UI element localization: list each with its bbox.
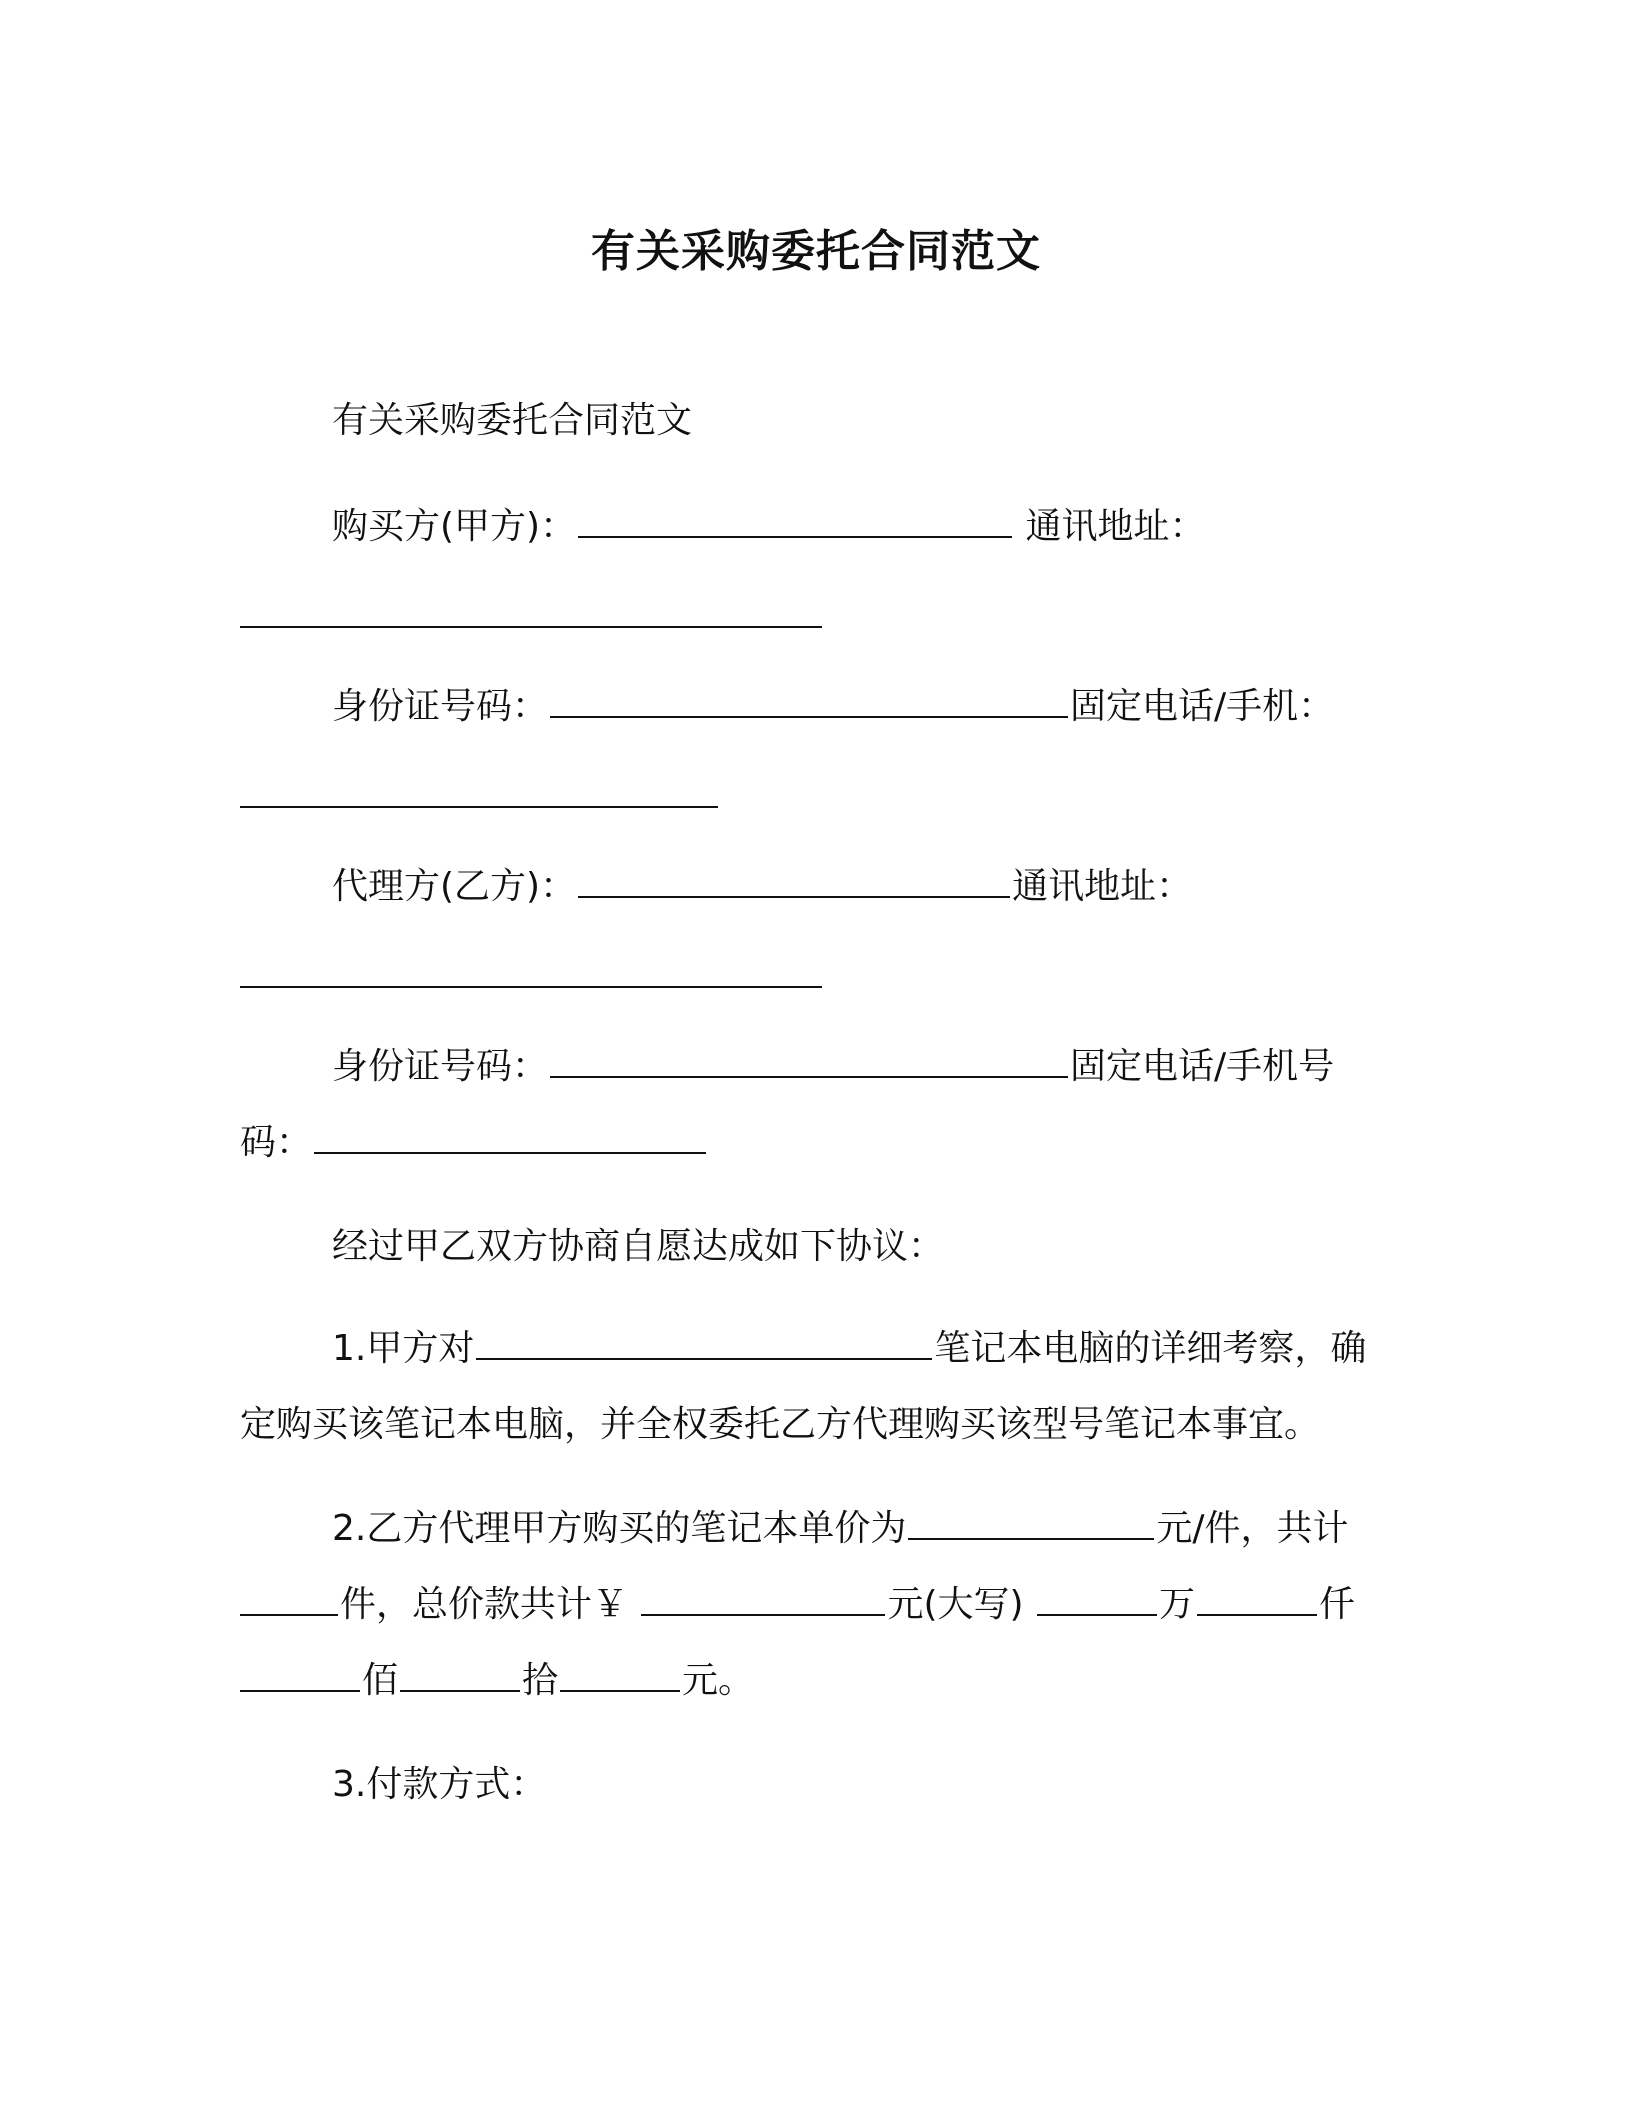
- clause-1-part2: 笔记本电脑的详细考察，确: [934, 1328, 1367, 1369]
- party-b-row: [332, 862, 1192, 912]
- party-a-phone-blank[interactable]: [240, 776, 718, 808]
- party-b-id-label: 身份证号码：: [332, 1046, 549, 1087]
- unit-qian: 仟: [1319, 1584, 1356, 1625]
- party-b-id-blank[interactable]: [550, 1046, 1068, 1078]
- clause-1-line-1: [332, 1324, 1366, 1374]
- party-b-phone-label-cont: 码：: [240, 1122, 313, 1163]
- party-a-phone-row: [240, 772, 720, 822]
- shi-blank[interactable]: [400, 1660, 520, 1692]
- unit-bai: 佰: [362, 1660, 399, 1701]
- party-b-label: 代理方(乙方)：: [332, 866, 577, 907]
- party-a-address-blank[interactable]: [240, 596, 822, 628]
- clause-1-line-2: 定购买该笔记本电脑，并全权委托乙方代理购买该型号笔记本事宜。: [240, 1404, 1321, 1445]
- party-a-row: [332, 502, 1206, 552]
- party-a-address-label: 通讯地址：: [1025, 506, 1206, 547]
- party-a-id-blank[interactable]: [550, 686, 1068, 718]
- total-price-blank[interactable]: [641, 1584, 885, 1616]
- clause-2-part3: 件，总价款共计￥: [340, 1584, 629, 1625]
- party-a-name-blank[interactable]: [578, 506, 1012, 538]
- party-a-phone-label: 固定电话/手机：: [1070, 686, 1335, 727]
- party-b-phone-row: [240, 1118, 708, 1168]
- unit-wan: 万: [1159, 1584, 1196, 1625]
- clause-2-line-1: [332, 1504, 1349, 1554]
- unit-price-blank[interactable]: [908, 1508, 1154, 1540]
- party-b-phone-label: 固定电话/手机号: [1070, 1046, 1335, 1087]
- party-b-address-row: [240, 952, 824, 1002]
- party-a-label: 购买方(甲方)：: [332, 506, 577, 547]
- agreement-intro: 经过甲乙双方协商自愿达成如下协议：: [332, 1226, 945, 1267]
- qian-blank[interactable]: [1197, 1584, 1317, 1616]
- party-b-phone-blank[interactable]: [314, 1122, 706, 1154]
- bai-blank[interactable]: [240, 1660, 360, 1692]
- clause-1-model-blank[interactable]: [476, 1328, 932, 1360]
- unit-shi: 拾: [522, 1660, 559, 1701]
- party-a-id-label: 身份证号码：: [332, 686, 549, 727]
- clause-2-part2: 元/件，共计: [1156, 1508, 1349, 1549]
- party-b-address-label: 通讯地址：: [1012, 866, 1193, 907]
- wan-blank[interactable]: [1037, 1584, 1157, 1616]
- clause-2-line-2: [240, 1580, 1355, 1630]
- quantity-blank[interactable]: [240, 1584, 338, 1616]
- clause-2-part4: 元(大写): [887, 1584, 1024, 1625]
- clause-3-label: 3.付款方式：: [332, 1764, 547, 1805]
- document-title: 有关采购委托合同范文: [591, 226, 1041, 277]
- party-b-id-row: [332, 1042, 1334, 1092]
- clause-2-part1: 2.乙方代理甲方购买的笔记本单价为: [332, 1508, 907, 1549]
- clause-2-line-3: [240, 1656, 754, 1706]
- party-a-id-row: [332, 682, 1334, 732]
- party-b-name-blank[interactable]: [578, 866, 1010, 898]
- yuan-blank[interactable]: [560, 1660, 680, 1692]
- clause-1-part1: 1.甲方对: [332, 1328, 475, 1369]
- party-b-address-blank[interactable]: [240, 956, 822, 988]
- document-subtitle: 有关采购委托合同范文: [332, 400, 693, 441]
- unit-yuan: 元。: [682, 1660, 755, 1701]
- party-a-address-row: [240, 592, 824, 642]
